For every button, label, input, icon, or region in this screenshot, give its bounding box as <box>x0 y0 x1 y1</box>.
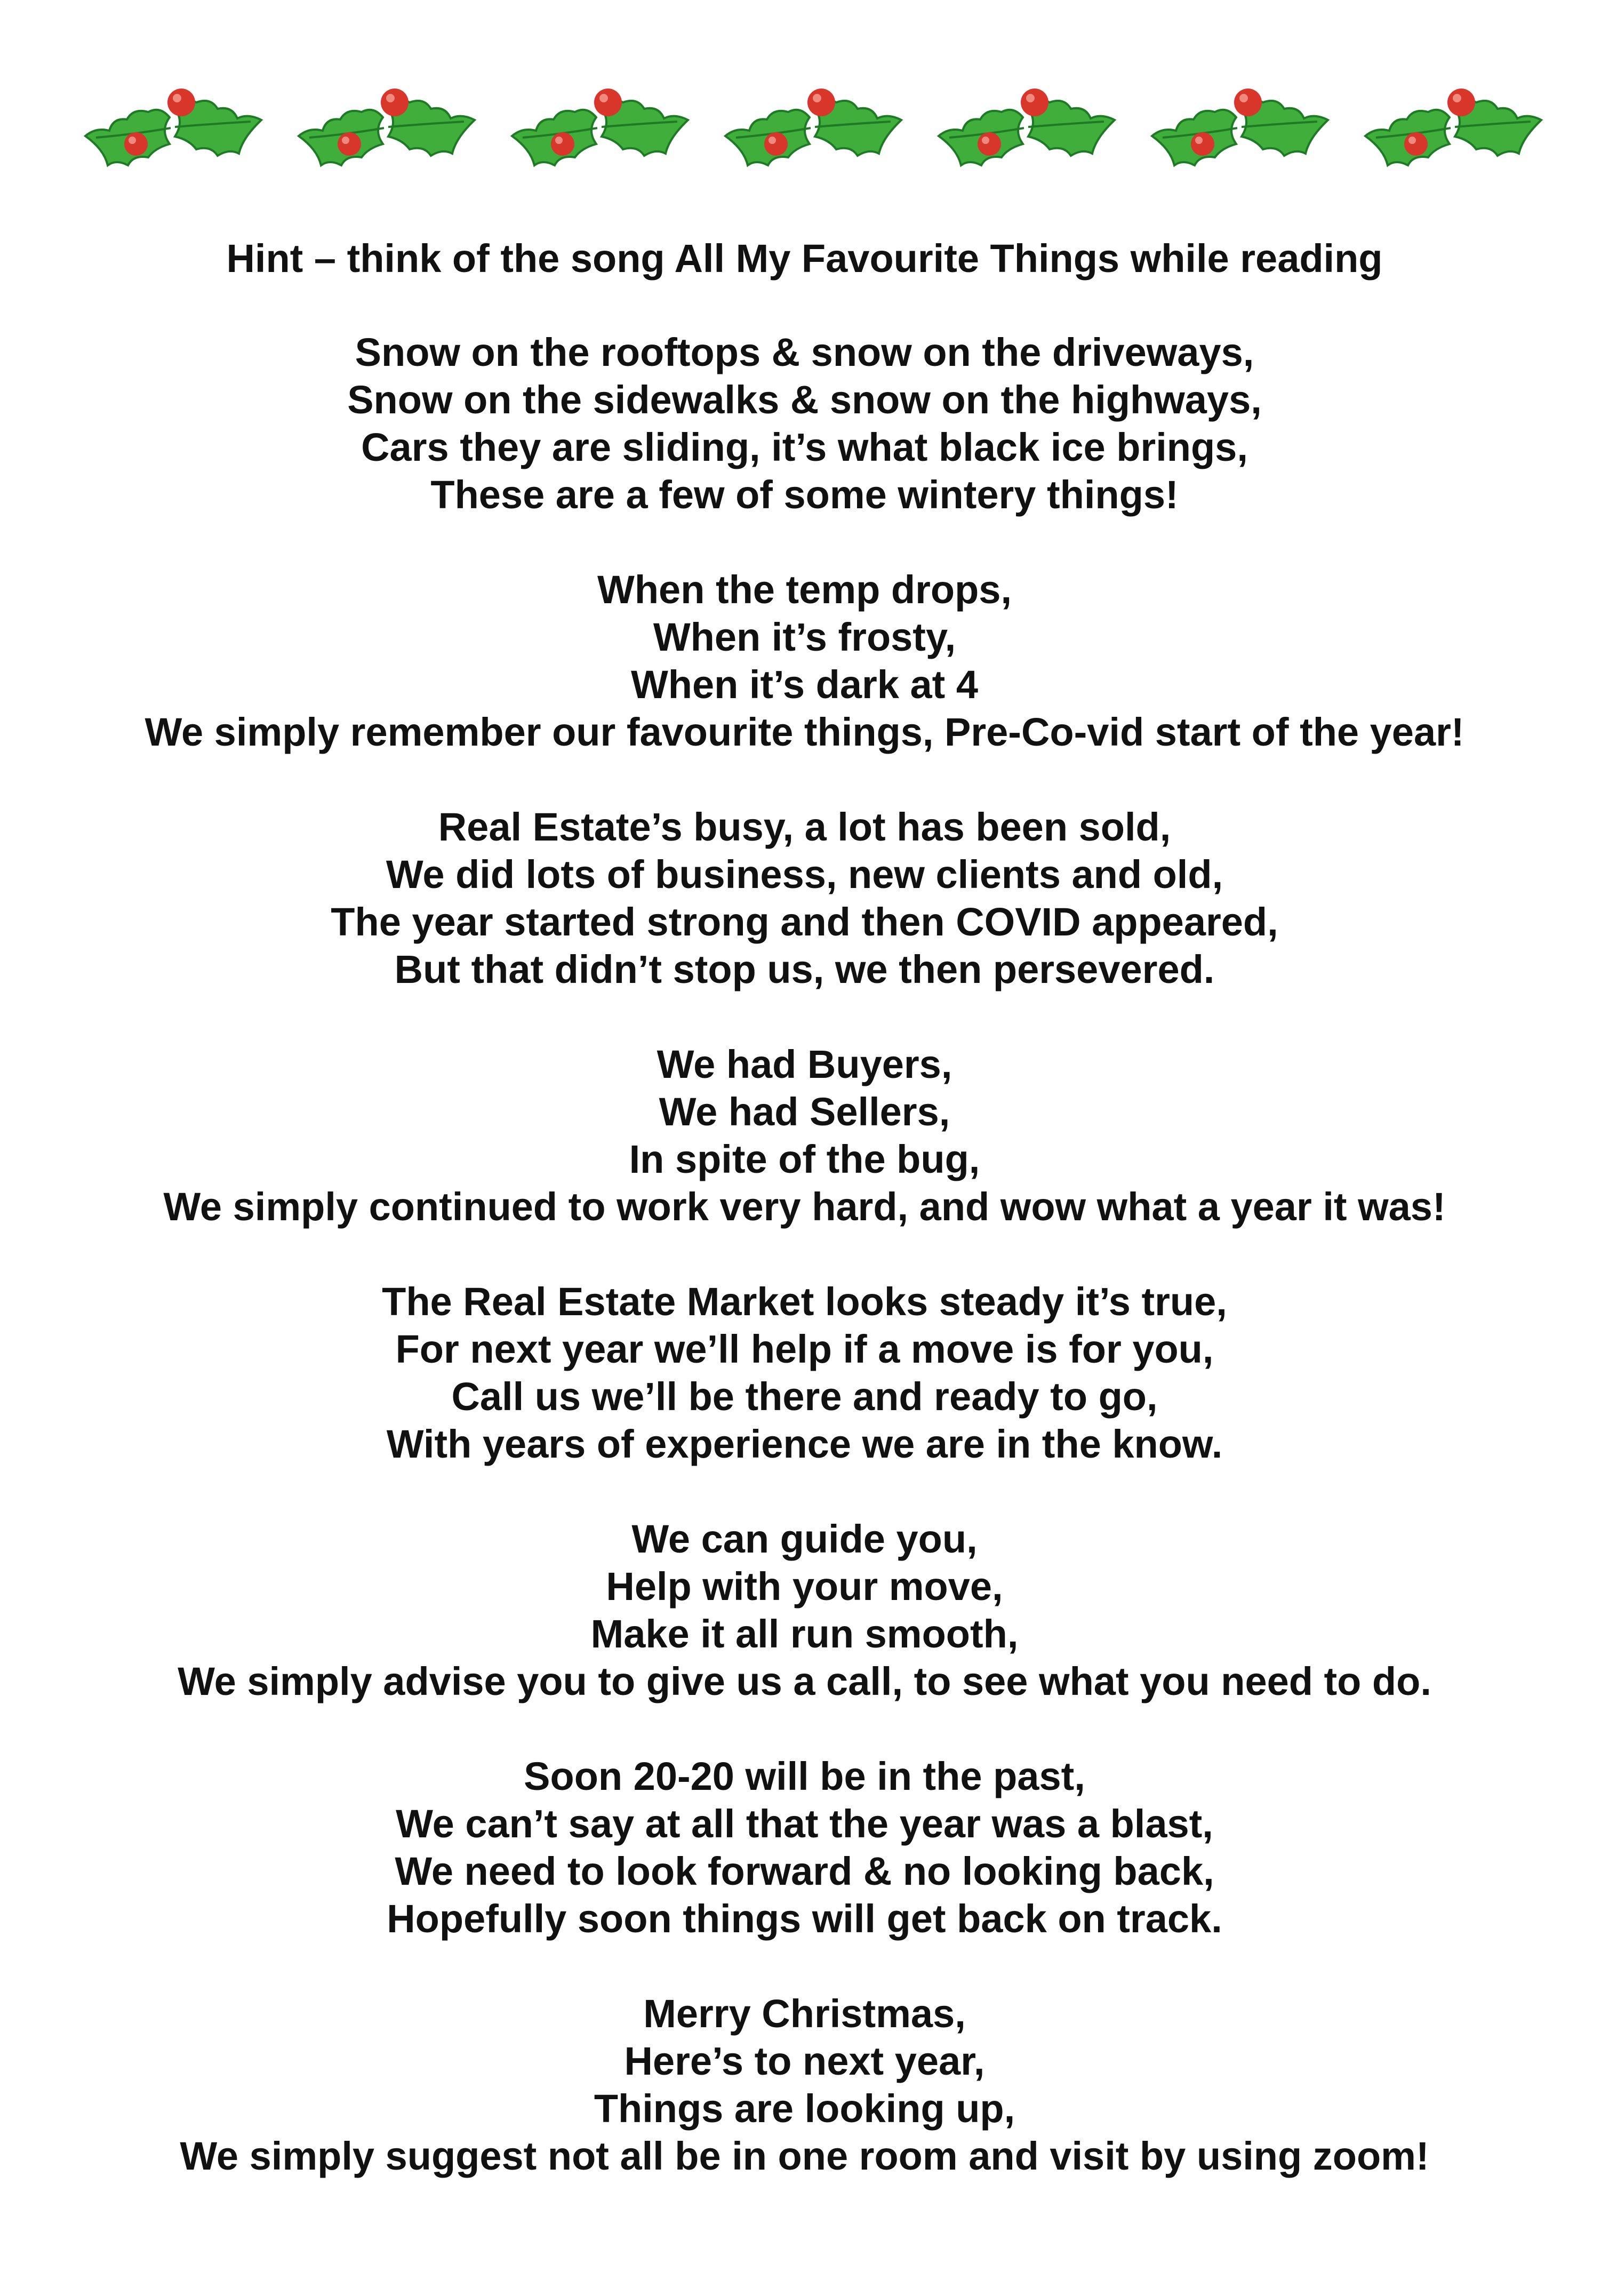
holly-icon <box>720 64 907 192</box>
stanza <box>0 1753 1609 1942</box>
holly-icon <box>80 64 267 192</box>
poem-line: We can’t say at all that the year was a blast, <box>396 1802 1213 1846</box>
poem-line: Help with your move, <box>606 1564 1003 1609</box>
stanza <box>0 1990 1609 2180</box>
holly-icon <box>1147 64 1333 192</box>
poem-line: Things are looking up, <box>594 2086 1015 2131</box>
poem-line: When it’s frosty, <box>653 615 956 659</box>
poem-line: We simply advise you to give us a call, to see what you need to do. <box>178 1659 1431 1703</box>
poem <box>0 235 1609 2227</box>
poem-line: With years of experience we are in the know. <box>386 1422 1223 1466</box>
holly-icon <box>933 64 1120 192</box>
poem-line: We simply remember our favourite things, Pre-Co-vid start of the year! <box>145 710 1464 754</box>
poem-line: Hopefully soon things will get back on track. <box>387 1897 1222 1941</box>
poem-line: Merry Christmas, <box>643 1991 966 2036</box>
holly-icon <box>507 64 693 192</box>
stanza <box>0 1515 1609 1705</box>
poem-line: Snow on the sidewalks & snow on the highways, <box>347 378 1262 422</box>
poem-line: We did lots of business, new clients and old, <box>386 852 1223 897</box>
poem-line: We had Buyers, <box>657 1042 952 1086</box>
poem-line: The year started strong and then COVID appeared, <box>331 900 1278 944</box>
holly-border <box>80 59 1547 197</box>
poem-line: We simply suggest not all be in one room and visit by using zoom! <box>180 2134 1429 2178</box>
stanza <box>0 566 1609 756</box>
poem-line: Make it all run smooth, <box>590 1612 1019 1656</box>
poem-line: We need to look forward & no looking back, <box>395 1849 1214 1893</box>
holly-icon <box>293 64 480 192</box>
poem-line: When the temp drops, <box>597 567 1012 612</box>
poem-line: Snow on the rooftops & snow on the driveways, <box>355 330 1254 374</box>
holly-icon <box>1360 64 1547 192</box>
poem-line: For next year we’ll help if a move is for you, <box>395 1327 1214 1371</box>
stanza <box>0 1278 1609 1468</box>
poem-line: Soon 20-20 will be in the past, <box>524 1754 1085 1798</box>
stanza <box>0 803 1609 993</box>
poem-line: Cars they are sliding, it’s what black ice brings, <box>361 425 1248 469</box>
poem-line: The Real Estate Market looks steady it’s true, <box>382 1279 1227 1324</box>
poem-line: We simply continued to work very hard, and wow what a year it was! <box>163 1185 1446 1229</box>
poem-line: Call us we’ll be there and ready to go, <box>451 1374 1158 1419</box>
stanza <box>0 1041 1609 1230</box>
poem-line: We can guide you, <box>631 1517 978 1561</box>
poem-line: These are a few of some wintery things! <box>430 473 1179 517</box>
poem-line: Here’s to next year, <box>624 2039 985 2083</box>
poem-line: In spite of the bug, <box>629 1137 980 1181</box>
poem-line: But that didn’t stop us, we then persevered. <box>394 947 1215 991</box>
poem-line: We had Sellers, <box>659 1090 950 1134</box>
stanza <box>0 329 1609 518</box>
hint-text: Hint – think of the song All My Favourite Things while reading <box>226 236 1383 281</box>
poem-line: Real Estate’s busy, a lot has been sold, <box>438 805 1171 849</box>
poem-line: When it’s dark at 4 <box>630 662 979 707</box>
